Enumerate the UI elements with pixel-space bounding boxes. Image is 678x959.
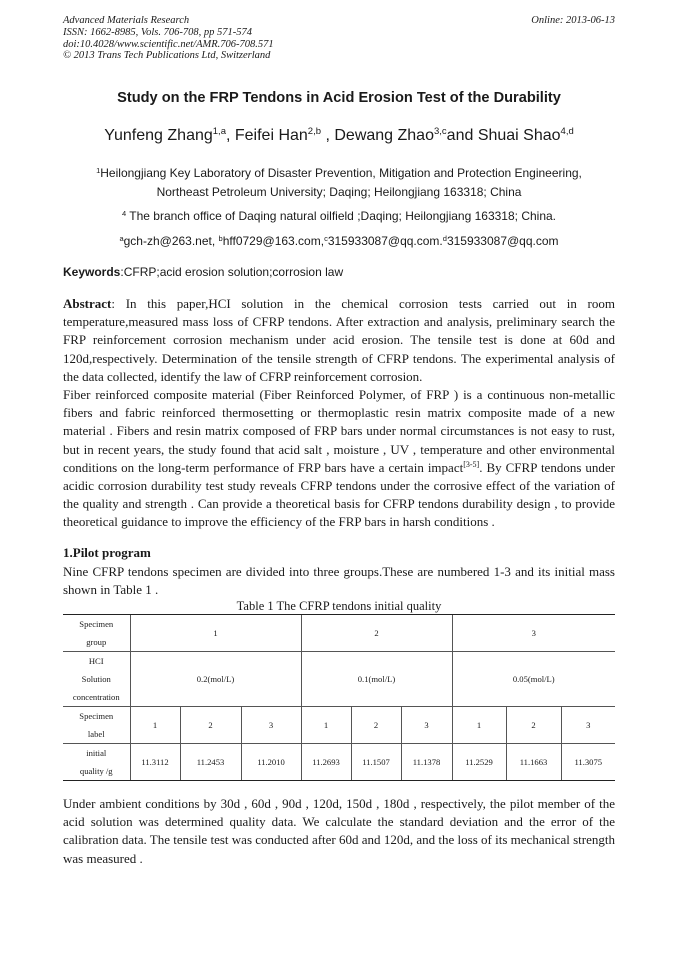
author-separator: , (321, 127, 335, 144)
doi-line: doi:10.4028/www.scientific.net/AMR.706-708.571 (63, 38, 274, 50)
quality-cell: 11.2529 (452, 744, 506, 781)
group-cell: 1 (130, 615, 301, 652)
quality-cell: 11.2693 (301, 744, 351, 781)
specimen-label-cell: 3 (401, 707, 452, 744)
author-list (0, 127, 678, 145)
email-superscript: b (218, 234, 223, 243)
table-row (63, 707, 615, 744)
author-name: and Shuai Shao (446, 127, 561, 144)
specimen-label-cell: 2 (180, 707, 241, 744)
affiliation-text: The branch office of Daqing natural oilfield ;Daqing; Heilongjiang 163318; China. (126, 209, 556, 223)
email-address[interactable]: 315933087@qq.com. (327, 234, 443, 248)
email-superscript: c (324, 234, 328, 243)
row-header-cell: HCI Solution concentration (63, 652, 130, 707)
group-cell: 2 (301, 615, 452, 652)
affiliation-1 (0, 164, 678, 202)
section-heading: 1.Pilot program (63, 545, 151, 560)
quality-cell: 11.3075 (561, 744, 615, 781)
abstract-label: Abstract (63, 296, 112, 311)
concentration-cell: 0.2(mol/L) (130, 652, 301, 707)
quality-cell: 11.3112 (130, 744, 180, 781)
affiliation-superscript: 4 (121, 209, 127, 218)
table-row (63, 615, 615, 652)
author-name: Feifei Han (234, 127, 308, 144)
issn-line: ISSN: 1662-8985, Vols. 706-708, pp 571-574 (63, 26, 252, 38)
closing-paragraph: Under ambient conditions by 30d , 60d , 90d , 120d, 150d , 180d , respectively, the pilot member of the acid solution was determined quality data. We calculate the standard deviation and the error of the calibration data. The tensile test was conducted after 60d and 120d, and the loss of its mechanical strength was measured . (63, 796, 615, 866)
email-superscript: a (119, 234, 124, 243)
author-superscript: 4,d (560, 126, 574, 137)
intro-text: Fiber reinforced composite material (Fiber Reinforced Polymer, of FRP ) is a continuous non-metallic fibers and fabric reinforced thermosetting or thermoplastic resin matrix composite made of a new material . Fibers and resin matrix composed of FRP bars under normal circumstances is not easy to rust, but in recent years, the study found that acid salt , moisture , UV , temperature and other environmental conditions on the long-term performance of FRP bars have a certain impact (63, 387, 615, 475)
group-cell: 3 (452, 615, 615, 652)
author-superscript: 3,c (433, 126, 447, 137)
specimen-label-cell: 1 (130, 707, 180, 744)
affiliation-text: Heilongjiang Key Laboratory of Disaster Prevention, Mitigation and Protection Engineering, (100, 166, 582, 180)
row-header-cell: Specimen label (63, 707, 130, 744)
specimen-label-cell: 3 (561, 707, 615, 744)
specimen-label-cell: 1 (452, 707, 506, 744)
row-header-cell: Specimen group (63, 615, 130, 652)
table-row (63, 652, 615, 707)
email-superscript: d (442, 234, 447, 243)
author-name: Dewang Zhao (334, 127, 434, 144)
table-row (63, 744, 615, 781)
journal-header (63, 15, 615, 62)
author-separator: , (225, 127, 235, 144)
email-address[interactable]: 315933087@qq.com (446, 234, 559, 248)
keywords-text: :CFRP;acid erosion solution;corrosion law (120, 265, 344, 279)
introduction-paragraph (63, 386, 615, 532)
quality-cell: 11.2010 (241, 744, 301, 781)
author-emails (0, 232, 678, 251)
author-superscript: 1,a (212, 126, 226, 137)
author-superscript: 2,b (307, 126, 322, 137)
concentration-cell: 0.1(mol/L) (301, 652, 452, 707)
affiliation-4 (0, 207, 678, 226)
section-paragraph: Nine CFRP tendons specimen are divided into three groups.These are numbered 1-3 and its initial mass shown in Table 1 . (63, 564, 615, 598)
specimen-label-cell: 3 (241, 707, 301, 744)
quality-cell: 11.1378 (401, 744, 452, 781)
row-header-cell: initial quality /g (63, 744, 130, 781)
quality-cell: 11.1507 (351, 744, 401, 781)
paper-title: Study on the FRP Tendons in Acid Erosion Test of the Durability (117, 90, 561, 106)
quality-cell: 11.1663 (506, 744, 561, 781)
keywords-label: Keywords (63, 265, 121, 279)
abstract-paragraph (63, 295, 615, 386)
citation[interactable]: [3-5] (463, 459, 480, 469)
email-address[interactable]: hff0729@163.com, (222, 234, 325, 248)
journal-name: Advanced Materials Research (63, 15, 190, 26)
specimen-label-cell: 2 (351, 707, 401, 744)
specimen-label-cell: 2 (506, 707, 561, 744)
specimen-table (63, 614, 615, 781)
table-caption: Table 1 The CFRP tendons initial quality (236, 599, 442, 613)
email-address[interactable]: gch-zh@263.net, (123, 234, 219, 248)
affiliation-text: Northeast Petroleum University; Daqing; Heilongjiang 163318; China (156, 185, 522, 199)
affiliation-superscript: 1 (96, 166, 101, 175)
quality-cell: 11.2453 (180, 744, 241, 781)
concentration-cell: 0.05(mol/L) (452, 652, 615, 707)
author-name: Yunfeng Zhang (104, 127, 213, 144)
online-date: Online: 2013-06-13 (531, 15, 615, 26)
copyright-line: © 2013 Trans Tech Publications Ltd, Switzerland (63, 50, 271, 62)
specimen-label-cell: 1 (301, 707, 351, 744)
keywords-line (63, 265, 343, 279)
intro-text: . By CFRP tendons under acidic corrosion durability test study reveals CFRP tendons under the corrosive effect of the variation of the quality and strength . Can provide a theoretical basis for CFRP tendons durability design , to provide theoretical guidance to improve the efficiency of the FRP bars in harsh conditions . (63, 459, 615, 530)
abstract-text: : In this paper,HCI solution in the chemical corrosion tests carried out in room temperature,measured mass loss of CFRP tendons. After extraction and analysis, preliminary search the FRP reinforcement corrosion mechanism under acid erosion. The tensile test is done at 60d and 120d,respectively. Determination of the tensile strength of CFRP tendons. The experimental analysis of the data collected, identify the law of CFRP reinforcement corrosion. (63, 296, 615, 384)
